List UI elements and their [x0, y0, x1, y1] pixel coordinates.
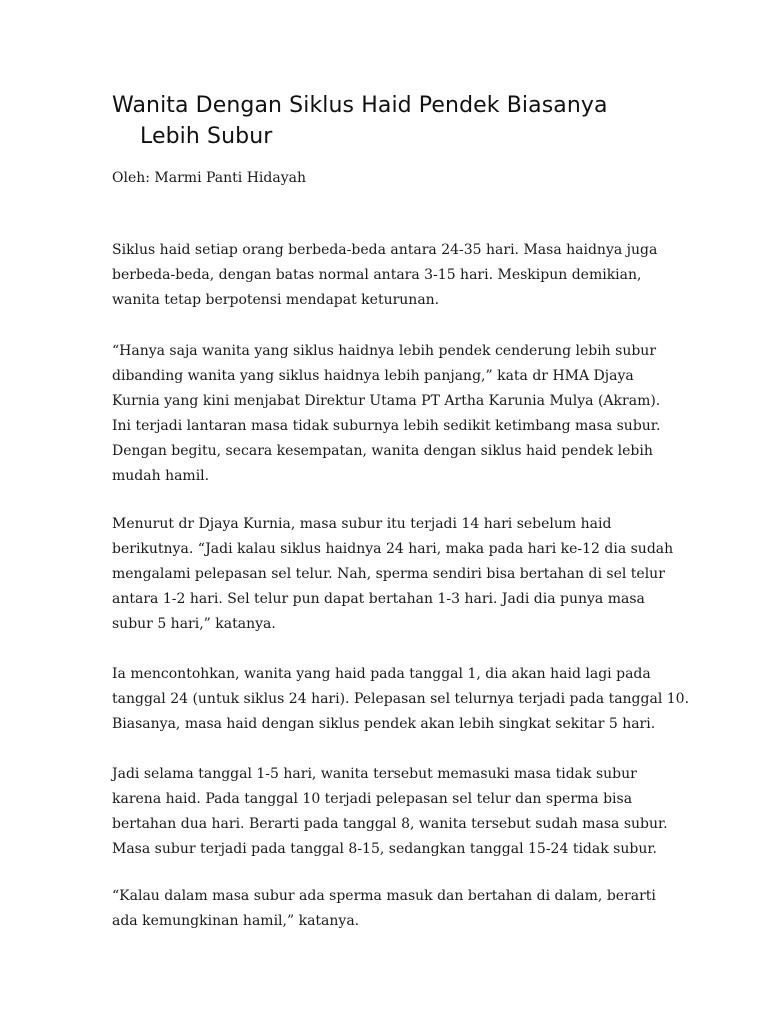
- text-line: “Hanya saja wanita yang siklus haidnya lebih pendek cenderung lebih subur: [112, 343, 657, 359]
- text-line: ada kemungkinan hamil,” katanya.: [112, 913, 360, 929]
- text-line: “Kalau dalam masa subur ada sperma masuk dan bertahan di dalam, berarti: [112, 888, 656, 904]
- text-line: Dengan begitu, secara kesempatan, wanita dengan siklus haid pendek lebih: [112, 443, 653, 459]
- text-line: bertahan dua hari. Berarti pada tanggal 8, wanita tersebut sudah masa subur.: [112, 816, 668, 832]
- text-line: wanita tetap berpotensi mendapat keturunan.: [112, 292, 440, 308]
- byline: Oleh: Marmi Panti Hidayah: [112, 170, 306, 186]
- paragraph-6: [112, 884, 672, 934]
- paragraph-2: [112, 339, 672, 489]
- paragraph-1: [112, 238, 672, 313]
- text-line: Masa subur terjadi pada tanggal 8-15, sedangkan tanggal 15-24 tidak subur.: [112, 841, 657, 857]
- text-line: mengalami pelepasan sel telur. Nah, sperma sendiri bisa bertahan di sel telur: [112, 566, 665, 582]
- text-line: berbeda-beda, dengan batas normal antara 3-15 hari. Meskipun demikian,: [112, 267, 642, 283]
- paragraph-5: [112, 762, 672, 862]
- text-line: subur 5 hari,” katanya.: [112, 616, 276, 632]
- text-line: berikutnya. “Jadi kalau siklus haidnya 24 hari, maka pada hari ke-12 dia sudah: [112, 541, 674, 557]
- text-line: mudah hamil.: [112, 468, 210, 484]
- text-line: Siklus haid setiap orang berbeda-beda antara 24-35 hari. Masa haidnya juga: [112, 242, 658, 258]
- text-line: Ini terjadi lantaran masa tidak suburnya lebih sedikit ketimbang masa subur.: [112, 418, 661, 434]
- text-line: tanggal 24 (untuk siklus 24 hari). Pelepasan sel telurnya terjadi pada tanggal 10.: [112, 691, 690, 707]
- text-line: antara 1-2 hari. Sel telur pun dapat bertahan 1-3 hari. Jadi dia punya masa: [112, 591, 645, 607]
- paragraph-4: [112, 662, 690, 737]
- text-line: Kurnia yang kini menjabat Direktur Utama PT Artha Karunia Mulya (Akram).: [112, 393, 661, 409]
- title-line-2: Lebih Subur: [140, 124, 273, 149]
- article-title: [112, 90, 672, 152]
- text-line: Menurut dr Djaya Kurnia, masa subur itu terjadi 14 hari sebelum haid: [112, 516, 612, 532]
- text-line: karena haid. Pada tanggal 10 terjadi pelepasan sel telur dan sperma bisa: [112, 791, 633, 807]
- text-line: Ia mencontohkan, wanita yang haid pada tanggal 1, dia akan haid lagi pada: [112, 666, 651, 682]
- paragraph-3: [112, 512, 672, 637]
- text-line: Jadi selama tanggal 1-5 hari, wanita tersebut memasuki masa tidak subur: [112, 766, 637, 782]
- text-line: Biasanya, masa haid dengan siklus pendek akan lebih singkat sekitar 5 hari.: [112, 716, 656, 732]
- title-line-1: Wanita Dengan Siklus Haid Pendek Biasanya: [112, 93, 608, 118]
- text-line: dibanding wanita yang siklus haidnya lebih panjang,” kata dr HMA Djaya: [112, 368, 634, 384]
